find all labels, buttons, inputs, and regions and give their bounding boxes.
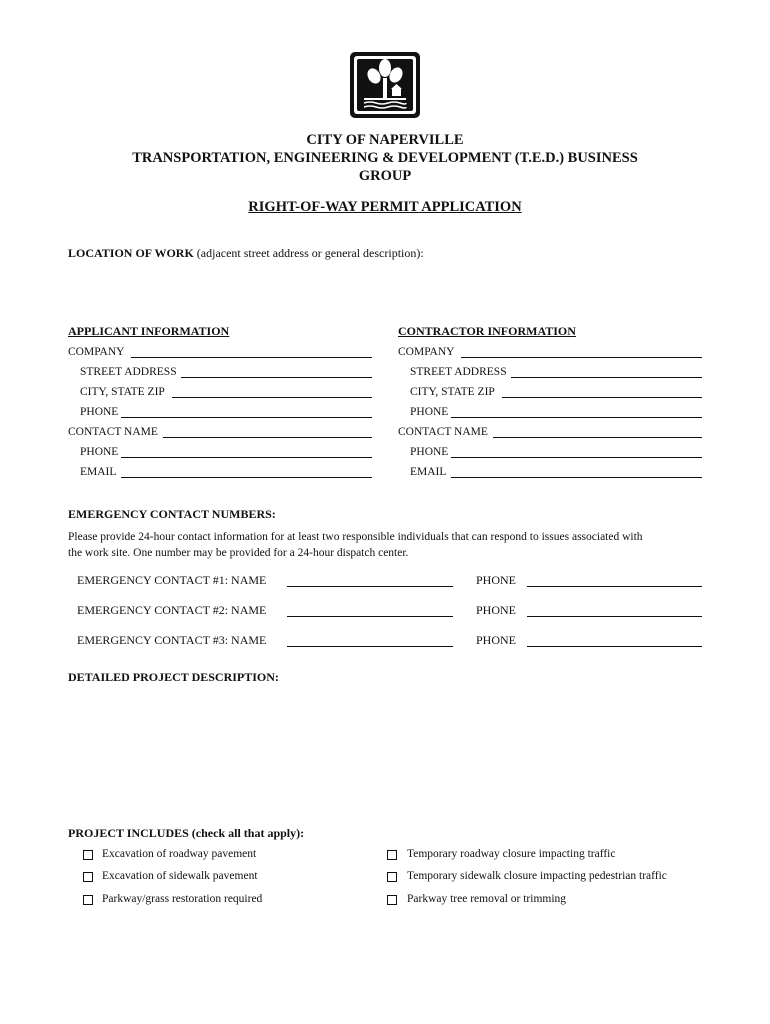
emergency-contact-2-name-field[interactable] <box>287 616 453 617</box>
location-description: (adjacent street address or general description): <box>196 246 424 260</box>
option-roadway-closure: Temporary roadway closure impacting traffic <box>407 848 616 860</box>
contractor-email-field[interactable] <box>451 477 702 478</box>
contractor-email-label: EMAIL <box>410 466 447 478</box>
emergency-contact-3-phone-field[interactable] <box>527 646 702 647</box>
emergency-contact-3-name-field[interactable] <box>287 646 453 647</box>
contractor-city-label: CITY, STATE ZIP <box>410 386 495 398</box>
checkbox-roadway-closure[interactable] <box>387 850 397 860</box>
contractor-city-field[interactable] <box>502 397 702 398</box>
option-tree-removal: Parkway tree removal or trimming <box>407 893 567 905</box>
location-of-work <box>68 246 424 261</box>
applicant-contact-label: CONTACT NAME <box>68 426 158 438</box>
applicant-city-label: CITY, STATE ZIP <box>80 386 165 398</box>
form-title: RIGHT-OF-WAY PERMIT APPLICATION <box>248 199 522 215</box>
emergency-contact-1-phone-label: PHONE <box>476 573 517 587</box>
tree-logo-icon <box>352 54 418 116</box>
applicant-street-label: STREET ADDRESS <box>80 366 177 378</box>
contractor-street-label: STREET ADDRESS <box>410 366 507 378</box>
checkbox-sidewalk-closure[interactable] <box>387 872 397 882</box>
emergency-contact-2-phone-field[interactable] <box>527 616 702 617</box>
contractor-company-label: COMPANY <box>398 346 455 358</box>
applicant-email-field[interactable] <box>121 477 372 478</box>
emergency-contact-2-phone-label: PHONE <box>476 603 517 617</box>
emergency-instructions <box>68 529 708 561</box>
emergency-heading: EMERGENCY CONTACT NUMBERS: <box>68 507 276 521</box>
contractor-phone-label: PHONE <box>410 406 449 418</box>
checkbox-tree-removal[interactable] <box>387 895 397 905</box>
applicant-contact-phone-label: PHONE <box>80 446 119 458</box>
option-roadway-excavation: Excavation of roadway pavement <box>102 848 257 860</box>
applicant-company-field[interactable] <box>131 357 372 358</box>
contractor-street-field[interactable] <box>511 377 702 378</box>
project-includes-heading: PROJECT INCLUDES (check all that apply): <box>68 826 305 840</box>
emergency-contact-3-phone-label: PHONE <box>476 633 517 647</box>
contractor-contact-label: CONTACT NAME <box>398 426 488 438</box>
applicant-contact-field[interactable] <box>163 437 372 438</box>
location-label: LOCATION OF WORK <box>68 246 194 260</box>
header-group: GROUP <box>358 168 412 184</box>
contractor-company-field[interactable] <box>461 357 702 358</box>
header-city: CITY OF NAPERVILLE <box>306 132 464 148</box>
checkbox-roadway-excavation[interactable] <box>83 850 93 860</box>
emergency-contact-1-name-field[interactable] <box>287 586 453 587</box>
contractor-heading: CONTRACTOR INFORMATION <box>398 324 576 338</box>
emergency-contact-1-label: EMERGENCY CONTACT #1: NAME <box>77 573 267 587</box>
header-department: TRANSPORTATION, ENGINEERING & DEVELOPMENT (T.E.D.) BUSINESS <box>132 150 638 166</box>
emergency-contact-1-phone-field[interactable] <box>527 586 702 587</box>
emergency-contact-3-label: EMERGENCY CONTACT #3: NAME <box>77 633 267 647</box>
contractor-contact-field[interactable] <box>493 437 702 438</box>
applicant-contact-phone-field[interactable] <box>121 457 372 458</box>
city-logo <box>350 52 420 118</box>
contractor-phone-field[interactable] <box>451 417 702 418</box>
applicant-heading: APPLICANT INFORMATION <box>68 324 230 338</box>
applicant-phone-label: PHONE <box>80 406 119 418</box>
applicant-company-label: COMPANY <box>68 346 125 358</box>
emergency-instructions-line1: Please provide 24-hour contact information for at least two responsible individuals that can respond to issues associated with <box>68 531 643 543</box>
contractor-contact-phone-label: PHONE <box>410 446 449 458</box>
emergency-contact-2-label: EMERGENCY CONTACT #2: NAME <box>77 603 267 617</box>
applicant-street-field[interactable] <box>181 377 372 378</box>
emergency-instructions-line2: the work site. One number may be provided for a 24-hour dispatch center. <box>68 547 409 559</box>
applicant-email-label: EMAIL <box>80 466 117 478</box>
checkbox-sidewalk-excavation[interactable] <box>83 872 93 882</box>
project-description-heading: DETAILED PROJECT DESCRIPTION: <box>68 670 279 684</box>
option-sidewalk-excavation: Excavation of sidewalk pavement <box>102 870 258 882</box>
contractor-contact-phone-field[interactable] <box>451 457 702 458</box>
option-parkway-restoration: Parkway/grass restoration required <box>102 893 263 905</box>
applicant-phone-field[interactable] <box>121 417 372 418</box>
applicant-city-field[interactable] <box>172 397 372 398</box>
option-sidewalk-closure: Temporary sidewalk closure impacting pedestrian traffic <box>407 870 667 882</box>
checkbox-parkway-restoration[interactable] <box>83 895 93 905</box>
